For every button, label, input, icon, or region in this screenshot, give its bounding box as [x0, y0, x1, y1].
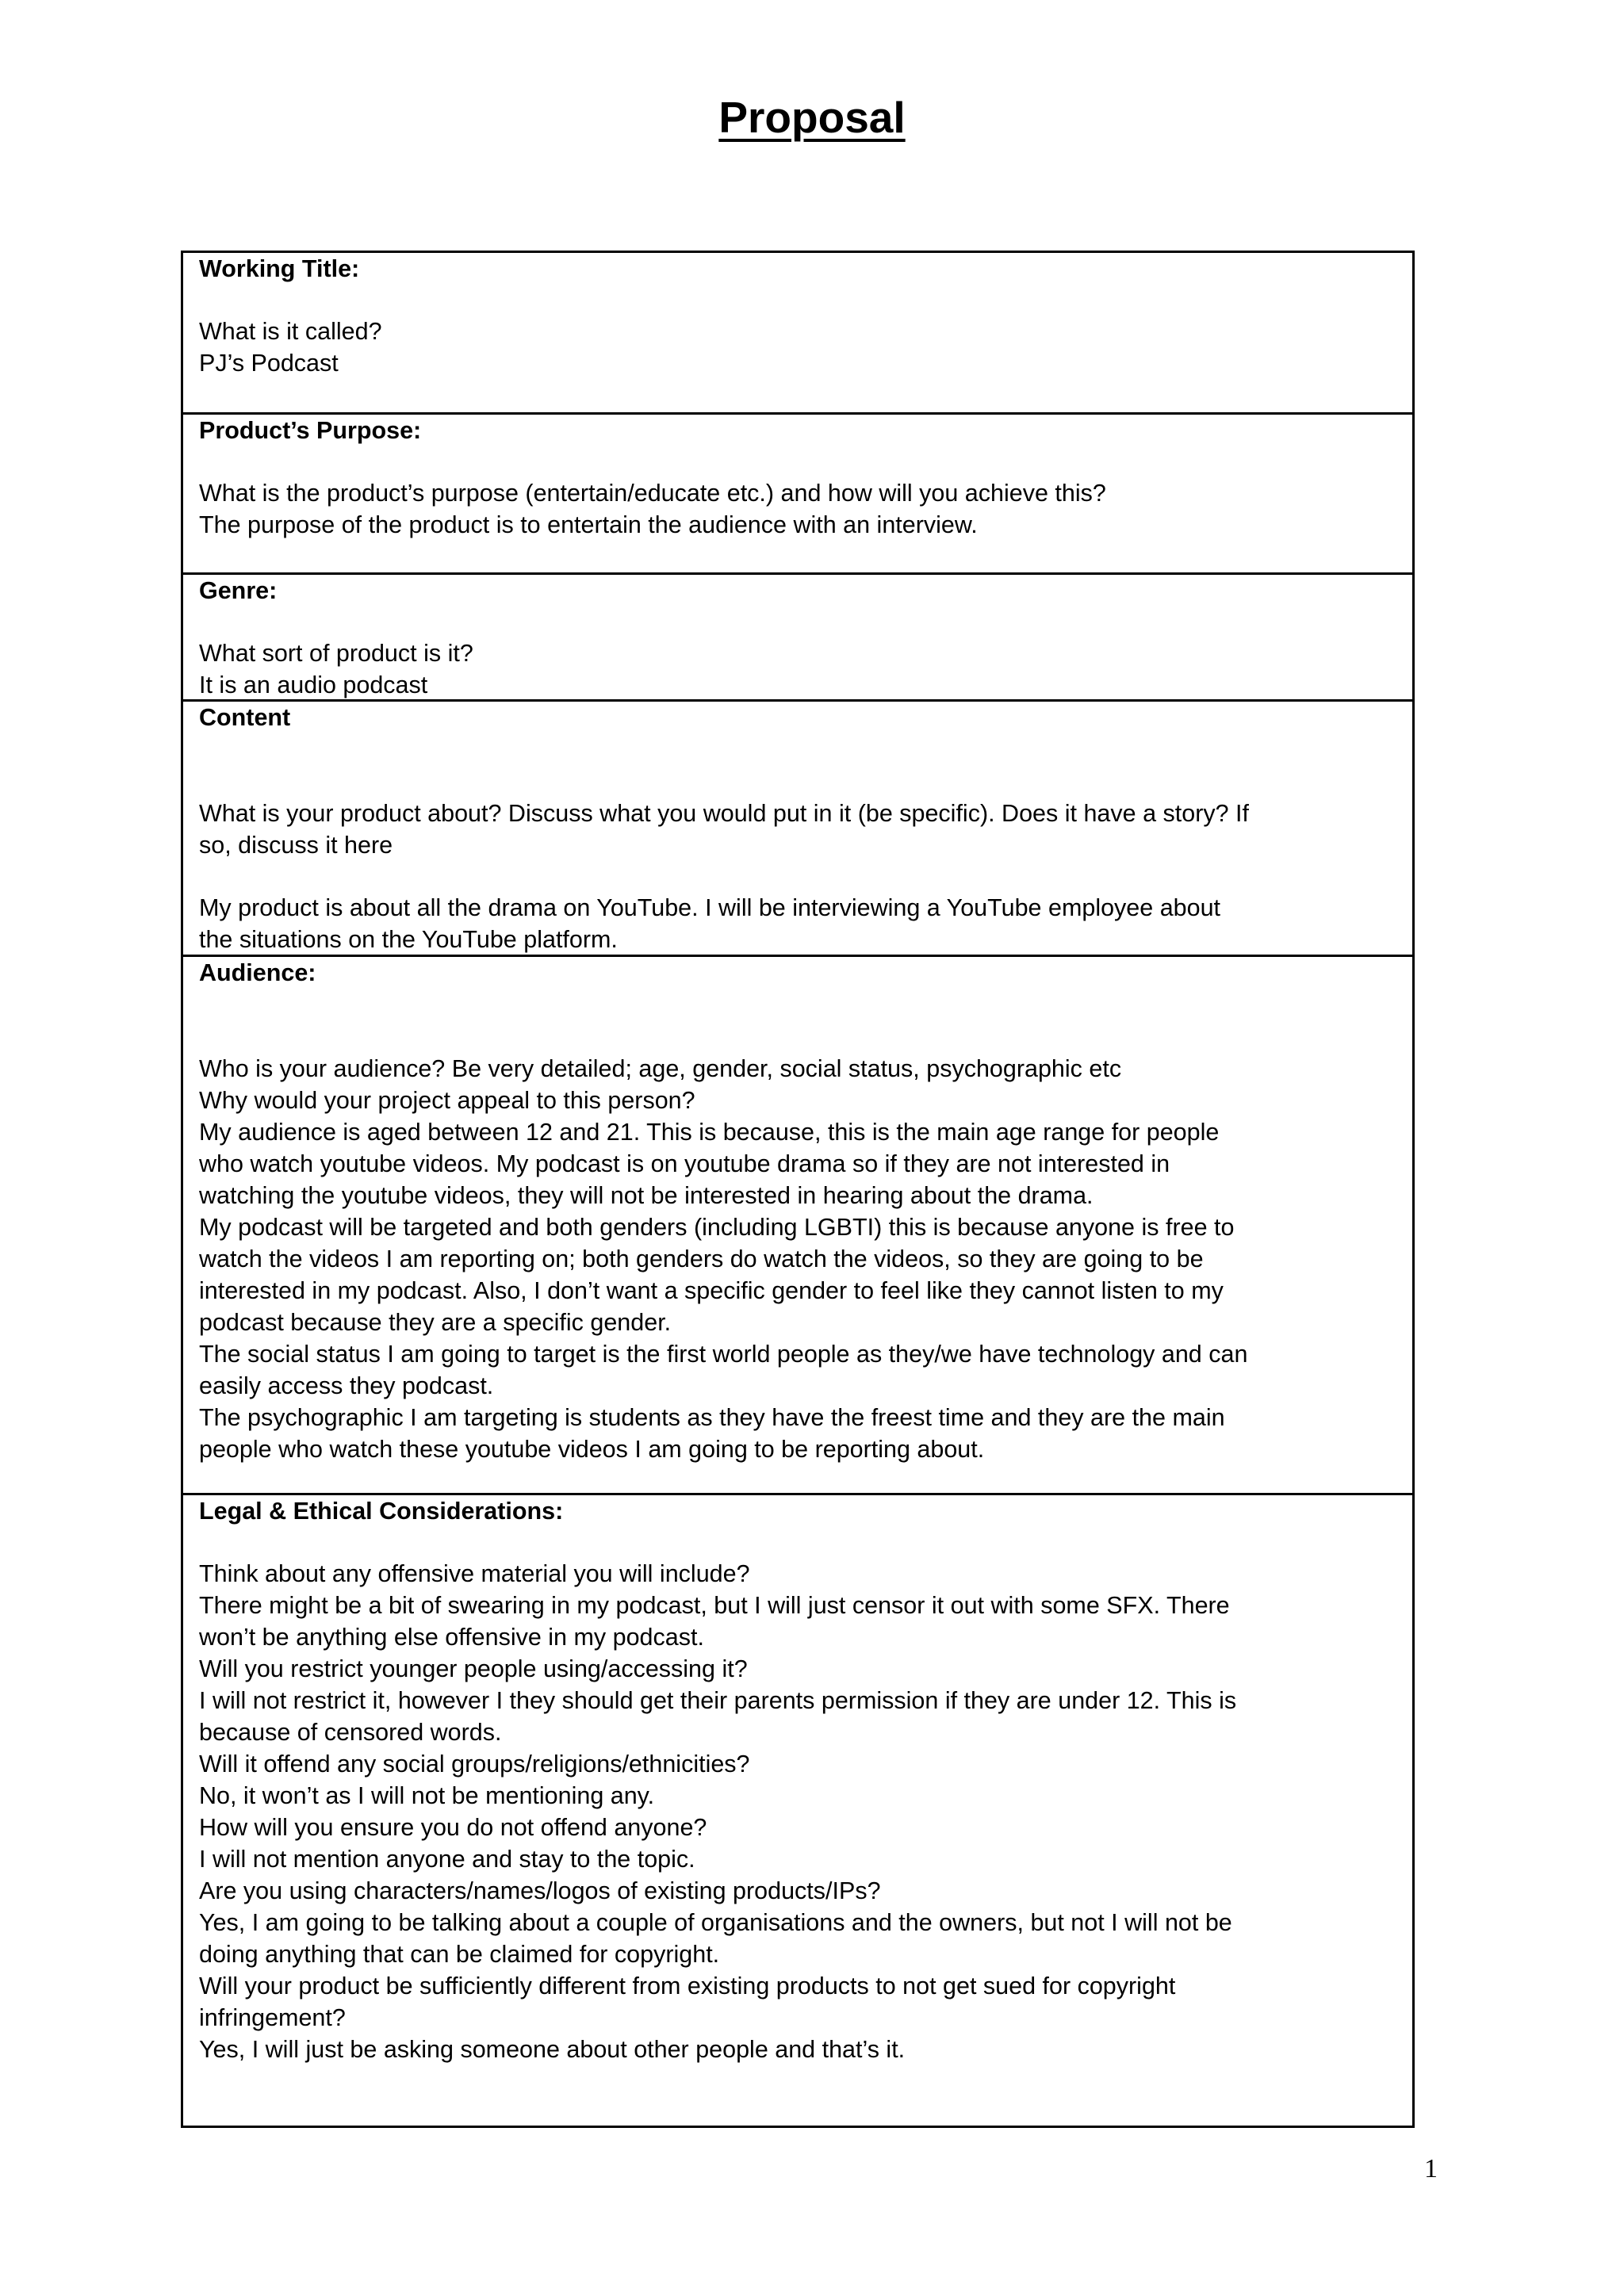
legal-line: infringement? — [199, 2004, 346, 2031]
question-text: What is the product’s purpose (entertain/educate etc.) and how will you achieve this? — [199, 480, 1106, 507]
legal-line: because of censored words. — [199, 1719, 502, 1746]
legal-line: doing anything that can be claimed for copyright. — [199, 1941, 720, 1968]
section-heading: Content — [199, 704, 291, 731]
section-products-purpose — [183, 412, 1412, 572]
section-heading: Genre: — [199, 577, 278, 604]
audience-line: The psychographic I am targeting is students as they have the freest time and they are the main — [199, 1404, 1225, 1431]
legal-line: Will it offend any social groups/religions/ethnicities? — [199, 1751, 750, 1777]
audience-line: The social status I am going to target is the first world people as they/we have technology and can — [199, 1341, 1248, 1368]
legal-line: won’t be anything else offensive in my podcast. — [199, 1624, 704, 1651]
audience-line: interested in my podcast. Also, I don’t want a specific gender to feel like they cannot listen to my — [199, 1277, 1224, 1304]
question-text: What is your product about? Discuss what you would put in it (be specific). Does it have a story? If — [199, 800, 1249, 827]
legal-line: Think about any offensive material you will include? — [199, 1560, 750, 1587]
section-audience — [183, 955, 1412, 1493]
section-genre — [183, 572, 1412, 699]
section-heading: Legal & Ethical Considerations: — [199, 1498, 564, 1525]
question-text: What is it called? — [199, 318, 382, 345]
section-legal-ethical — [183, 1493, 1412, 2126]
section-heading: Product’s Purpose: — [199, 417, 422, 444]
legal-line: Are you using characters/names/logos of existing products/IPs? — [199, 1877, 881, 1904]
legal-line: Will you restrict younger people using/accessing it? — [199, 1655, 748, 1682]
proposal-form-table — [181, 251, 1415, 2128]
section-content — [183, 699, 1412, 955]
audience-line: people who watch these youtube videos I am going to be reporting about. — [199, 1436, 985, 1463]
audience-line: podcast because they are a specific gender. — [199, 1309, 672, 1336]
legal-line: There might be a bit of swearing in my podcast, but I will just censor it out with some SFX. There — [199, 1592, 1230, 1619]
answer-text: PJ’s Podcast — [199, 350, 339, 377]
legal-line: Yes, I am going to be talking about a couple of organisations and the owners, but not I will not be — [199, 1909, 1232, 1936]
page-title: Proposal — [718, 93, 906, 142]
audience-line: Who is your audience? Be very detailed; age, gender, social status, psychographic etc — [199, 1055, 1122, 1082]
audience-line: easily access they podcast. — [199, 1372, 494, 1399]
answer-text: the situations on the YouTube platform. — [199, 926, 618, 953]
legal-line: I will not mention anyone and stay to the topic. — [199, 1846, 695, 1873]
legal-line: No, it won’t as I will not be mentioning any. — [199, 1782, 655, 1809]
answer-text: It is an audio podcast — [199, 672, 428, 698]
section-working-title — [183, 253, 1412, 412]
audience-line: watch the videos I am reporting on; both genders do watch the videos, so they are going to be — [199, 1246, 1204, 1272]
section-heading: Working Title: — [199, 255, 360, 282]
page-number: 1 — [1424, 2154, 1438, 2183]
legal-line: Will your product be sufficiently different from existing products to not get sued for copyright — [199, 1973, 1176, 1999]
question-text: What sort of product is it? — [199, 640, 473, 667]
audience-line: My podcast will be targeted and both genders (including LGBTI) this is because anyone is free to — [199, 1214, 1235, 1241]
legal-line: Yes, I will just be asking someone about other people and that’s it. — [199, 2036, 906, 2063]
answer-text: My product is about all the drama on YouTube. I will be interviewing a YouTube employee about — [199, 894, 1221, 921]
answer-text: The purpose of the product is to entertain the audience with an interview. — [199, 511, 978, 538]
audience-line: My audience is aged between 12 and 21. This is because, this is the main age range for people — [199, 1119, 1220, 1146]
audience-line: who watch youtube videos. My podcast is on youtube drama so if they are not interested in — [199, 1150, 1170, 1177]
legal-line: How will you ensure you do not offend anyone? — [199, 1814, 707, 1841]
audience-line: Why would your project appeal to this person? — [199, 1087, 695, 1114]
question-text: so, discuss it here — [199, 832, 393, 859]
section-heading: Audience: — [199, 959, 316, 986]
legal-line: I will not restrict it, however I they should get their parents permission if they are under 12. This is — [199, 1687, 1237, 1714]
audience-line: watching the youtube videos, they will not be interested in hearing about the drama. — [199, 1182, 1094, 1209]
